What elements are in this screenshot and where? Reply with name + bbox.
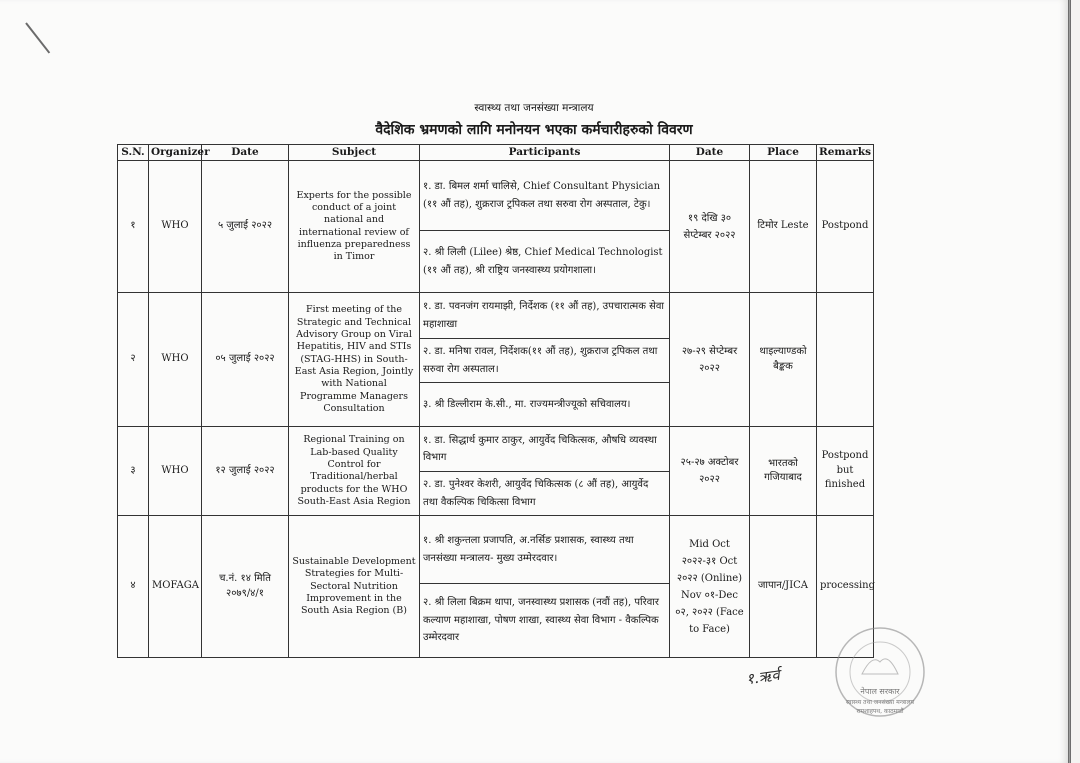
cell-date2: २७-२९ सेप्टेम्बर २०२२ [670, 293, 750, 427]
cell-participant: २. डा. पुनेश्वर केशरी, आयुर्वेद चिकित्सक (८ औं तह), आयुर्वेद तथा वैकल्पिक चिकित्सा विभाग [420, 472, 670, 516]
cell-subject: Experts for the possible conduct of a joint national and international review of influenza preparedness in Timor [289, 161, 420, 293]
col-header-remarks: Remarks [817, 145, 874, 161]
cell-participant: २. डा. मनिषा रावल, निर्देशक(११ औं तह), शुक्रराज ट्रपिकल तथा सरुवा रोग अस्पताल। [420, 339, 670, 383]
col-header-date: Date [202, 145, 289, 161]
page-edge [1069, 0, 1070, 763]
cell-organizer: MOFAGA [149, 516, 202, 658]
cell-participant: २. श्री लिला बिक्रम थापा, जनस्वास्थ्य प्रशासक (नवौं तह), परिवार कल्याण महाशाखा, पोषण शाखा, स्वास्थ्य सेवा विभाग - वैकल्पिक उम्मेरदवार [420, 584, 670, 658]
col-header-participants: Participants [420, 145, 670, 161]
handwritten-signature: १.ऋर्व [744, 665, 781, 689]
table-row [118, 516, 874, 584]
seal-text-1: नेपाल सरकार [860, 687, 900, 696]
cell-date: च.नं. १४ मिति २०७९/४/१ [202, 516, 289, 658]
cell-subject: Regional Training on Lab-based Quality Control for Traditional/herbal products for the WHO South-East Asia Region [289, 427, 420, 516]
cell-participant: १. डा. सिद्धार्थ कुमार ठाकुर, आयुर्वेद चिकित्सक, औषधि व्यवस्था विभाग [420, 427, 670, 472]
cell-date2: १९ देखि ३० सेप्टेम्बर २०२२ [670, 161, 750, 293]
cell-participant: ३. श्री डिल्लीराम के.सी., मा. राज्यमन्त्रीज्यूको सचिवालय। [420, 383, 670, 427]
table-row [118, 293, 874, 339]
cell-participant: १. डा. बिमल शर्मा चालिसे, Chief Consultant Physician (११ औं तह), शुक्रराज ट्रपिकल तथा सरुवा रोग अस्पताल, टेकु। [420, 161, 670, 231]
cell-place: भारतको गजियाबाद [750, 427, 817, 516]
cell-participant: १. श्री शकुन्तला प्रजापति, अ.नर्सिङ प्रशासक, स्वास्थ्य तथा जनसंख्या मन्त्रालय- मुख्य उम्मेरदवार। [420, 516, 670, 584]
col-header-organizer: Organizer [149, 145, 202, 161]
cell-remarks: Postpond but finished [817, 427, 874, 516]
official-seal-stamp [832, 624, 928, 720]
cell-remarks: processing [817, 516, 874, 658]
cell-date: १२ जुलाई २०२२ [202, 427, 289, 516]
cell-date2: Mid Oct २०२२-३१ Oct २०२२ (Online) Nov ०१-Dec ०२, २०२२ (Face to Face) [670, 516, 750, 658]
col-header-place: Place [750, 145, 817, 161]
table-row [118, 161, 874, 231]
cell-participant: १. डा. पवनजंग रायमाझी, निर्देशक (११ औं तह), उपचारात्मक सेवा महाशाखा [420, 293, 670, 339]
cell-organizer: WHO [149, 161, 202, 293]
cell-sn: ४ [118, 516, 149, 658]
cell-place: जापान/JICA [750, 516, 817, 658]
cell-remarks [817, 293, 874, 427]
cell-sn: २ [118, 293, 149, 427]
cell-subject: First meeting of the Strategic and Technical Advisory Group on Viral Hepatitis, HIV and STIs (STAG-HHS) in South-East Asia Region, Jointly with National Programme Managers Consultation [289, 293, 420, 427]
cell-place: थाइल्याण्डको बैङ्कक [750, 293, 817, 427]
col-header-subject: Subject [289, 145, 420, 161]
cell-organizer: WHO [149, 293, 202, 427]
cell-sn: ३ [118, 427, 149, 516]
table-header-row [118, 145, 874, 161]
seal-text-2: स्वास्थ्य तथा जनसंख्या मन्त्रालय [845, 699, 915, 706]
cell-organizer: WHO [149, 427, 202, 516]
cell-date: ०५ जुलाई २०२२ [202, 293, 289, 427]
cell-sn: १ [118, 161, 149, 293]
ministry-name: स्वास्थ्य तथा जनसंख्या मन्त्रालय [474, 102, 594, 114]
seal-text-3: रामशाहपथ, काठमाडौं [856, 708, 904, 715]
document-title: वैदेशिक भ्रमणको लागि मनोनयन भएका कर्मचारीहरुको विवरण [375, 122, 693, 138]
nomination-table [117, 144, 874, 658]
cell-subject: Sustainable Development Strategies for Multi-Sectoral Nutrition Improvement in the South Asia Region (B) [289, 516, 420, 658]
cell-date2: २५-२७ अक्टोबर २०२२ [670, 427, 750, 516]
cell-place: टिमोर Leste [750, 161, 817, 293]
col-header-sn: S.N. [118, 145, 149, 161]
cell-remarks: Postpond [817, 161, 874, 293]
table-row [118, 427, 874, 472]
staple-mark [25, 22, 50, 53]
cell-date: ५ जुलाई २०२२ [202, 161, 289, 293]
col-header-date2: Date [670, 145, 750, 161]
cell-participant: २. श्री लिली (Lilee) श्रेष्ठ, Chief Medical Technologist (११ औं तह), श्री राष्ट्रिय जनस्वास्थ्य प्रयोगशाला। [420, 231, 670, 293]
